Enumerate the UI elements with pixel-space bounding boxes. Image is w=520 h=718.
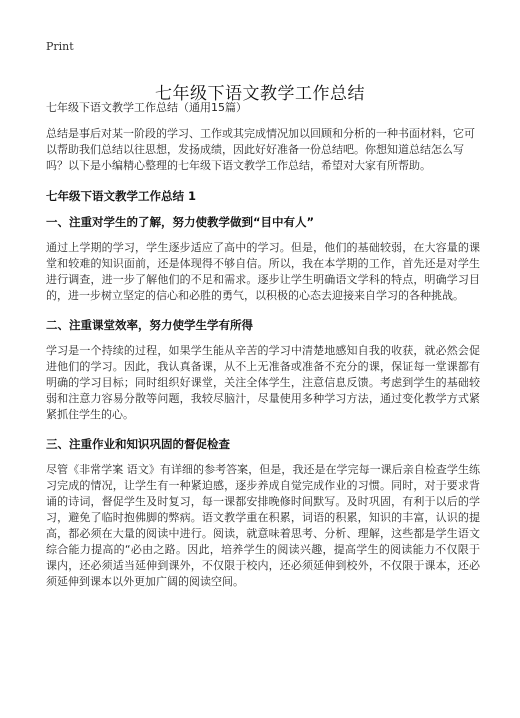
print-label[interactable]: Print bbox=[46, 40, 74, 53]
document-content bbox=[46, 100, 480, 603]
section-body-1: 通过上学期的学习，学生逐步适应了高中的学习。但是，他们的基础较弱，在大容量的课堂和较难的知识面前，还是体现得不够自信。所以，我在本学期的工作，首先还是对学生进行调查，进一步了解他们的不足和需求。逐步让学生明确语文学科的特点，明确学习目的，进一步树立坚定的信心和必胜的勇气，以积极的心态去迎接来自学习的各种挑战。 bbox=[46, 241, 480, 302]
article-heading: 七年级下语文教学工作总结 1 bbox=[46, 189, 197, 203]
section-heading-3: 三、注重作业和知识巩固的督促检查 bbox=[46, 437, 230, 451]
section-body-3: 尽管《非常学案 语文》有详细的参考答案，但是，我还是在学完每一课后亲自检查学生练习完成的情况，让学生有一种紧迫感，逐步养成自觉完成作业的习惯。同时，对于要求背诵的诗词，督促学生及时复习，每一课都安排晚修时间默写。及时巩固，有利于以后的学习，避免了临时抱佛脚的弊病。语文教学重在积累，词语的积累，知识的丰富，认识的提高，都必须在大量的阅读中进行。阅读，就意味着思考、分析、理解，这些都是学生语文综合能力提高的“必由之路。因此，培养学生的阅读兴趣，提高学生的阅读能力不仅限于课内，还必须适当延伸到课外，不仅限于校内，还必须延伸到校外，不仅限于课本，还必须延伸到课本以外更加广阔的阅读空间。 bbox=[46, 463, 480, 588]
intro-paragraph: 总结是事后对某一阶段的学习、工作或其完成情况加以回顾和分析的一种书面材料，它可以帮助我们总结以往思想，发扬成绩，因此好好准备一份总结吧。你想知道总结怎么写吗？以下是小编精心整理的七年级下语文教学工作总结，希望对大家有所帮助。 bbox=[46, 127, 475, 172]
section-heading-1: 一、注重对学生的了解，努力使教学做到“目中有人” bbox=[46, 215, 315, 229]
document-subtitle: 七年级下语文教学工作总结（通用15篇） bbox=[46, 101, 247, 114]
document-title: 七年级下语文教学工作总结 bbox=[155, 84, 365, 105]
section-heading-2: 二、注重课堂效率，努力使学生学有所得 bbox=[46, 318, 253, 332]
section-body-2: 学习是一个持续的过程，如果学生能从辛苦的学习中清楚地感知自我的收获，就必然会促进他们的学习。因此，我认真备课，从不上无准备或准备不充分的课，保证每一堂课都有明确的学习目标；同时组织好课堂，关注全体学生，注意信息反馈。考虑到学生的基础较弱和注意力容易分散等问题，我较尽脑汁，尽量使用多种学习方法，通过变化教学方式紧紧抓住学生的心。 bbox=[46, 344, 480, 421]
